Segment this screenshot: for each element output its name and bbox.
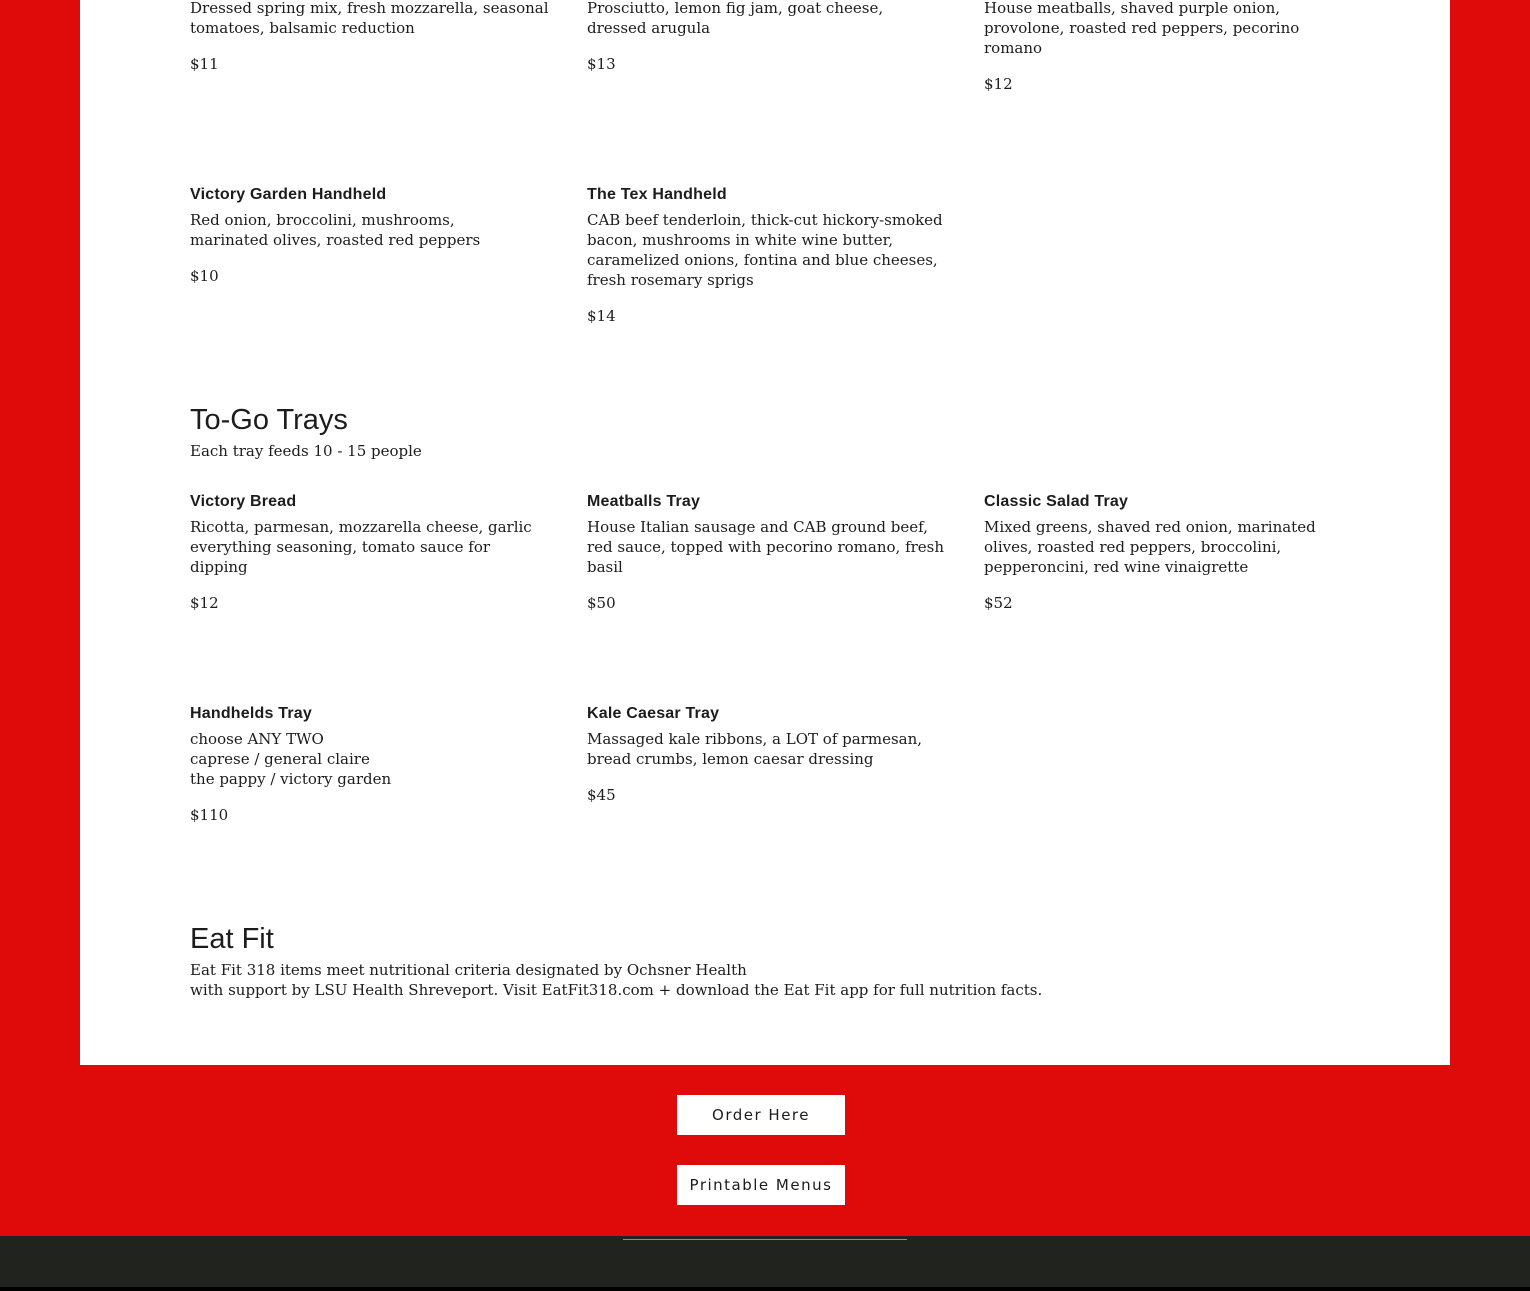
menu-item-price: $110 [190, 806, 229, 824]
menu-item [984, 492, 1344, 613]
menu-item-description: Red onion, broccolini, mushrooms, marinated olives, roasted red peppers [190, 211, 481, 249]
printable-menus-button[interactable]: Printable Menus [677, 1165, 845, 1205]
menu-item-description: choose ANY TWO caprese / general claire the pappy / victory garden [190, 730, 392, 788]
menu-item-description: Ricotta, parmesan, mozzarella cheese, garlic everything seasoning, tomato sauce for dipping [190, 518, 532, 576]
menu-item [587, 185, 947, 326]
menu-item [190, 704, 550, 825]
menu-item [587, 0, 947, 74]
menu-item-name: Victory Garden Handheld [190, 186, 387, 203]
menu-item [587, 704, 947, 805]
menu-item-price: $52 [984, 594, 1013, 612]
section-title-trays: To-Go Trays [190, 404, 348, 436]
footer [0, 1236, 1530, 1287]
menu-item-description: Prosciutto, lemon fig jam, goat cheese, dressed arugula [587, 0, 884, 37]
menu-item-description: House Italian sausage and CAB ground beef, red sauce, topped with pecorino romano, fresh basil [587, 518, 945, 576]
menu-item-price: $13 [587, 55, 616, 73]
menu-item-name: Classic Salad Tray [984, 493, 1129, 510]
footer-divider [623, 1239, 907, 1240]
section-note-trays: Each tray feeds 10 - 15 people [190, 442, 422, 460]
menu-item-price: $14 [587, 307, 616, 325]
menu-item-description: Mixed greens, shaved red onion, marinated olives, roasted red peppers, broccolini, pepperoncini, red wine vinaigrette [984, 518, 1316, 576]
menu-item-price: $12 [190, 594, 219, 612]
menu-item-price: $10 [190, 267, 219, 285]
menu-item-description: Dressed spring mix, fresh mozzarella, seasonal tomatoes, balsamic reduction [190, 0, 549, 37]
menu-item-name: Meatballs Tray [587, 493, 701, 510]
menu-item [587, 492, 947, 613]
menu-item-description: Massaged kale ribbons, a LOT of parmesan, bread crumbs, lemon caesar dressing [587, 730, 923, 768]
menu-item [190, 492, 550, 613]
section-note-eat-fit: Eat Fit 318 items meet nutritional criteria designated by Ochsner Health with support by LSU Health Shreveport. Visit EatFit318.com + download the Eat Fit app for full nutrition facts. [190, 961, 1043, 999]
menu-item-description: CAB beef tenderloin, thick-cut hickory-smoked bacon, mushrooms in white wine butter, caramelized onions, fontina and blue cheeses, fresh rosemary sprigs [587, 211, 943, 289]
menu-item-price: $11 [190, 55, 219, 73]
menu-item-name: Kale Caesar Tray [587, 705, 720, 722]
menu-item [190, 185, 550, 286]
menu-item-price: $45 [587, 786, 616, 804]
menu-item-name: Handhelds Tray [190, 705, 312, 722]
menu-item [190, 0, 550, 74]
order-here-button[interactable]: Order Here [677, 1095, 845, 1135]
menu-item-description: House meatballs, shaved purple onion, provolone, roasted red peppers, pecorino romano [984, 0, 1300, 57]
bottom-strip [0, 1287, 1530, 1291]
menu-item-name: Victory Bread [190, 493, 297, 510]
menu-panel [80, 0, 1450, 1065]
menu-item-price: $50 [587, 594, 616, 612]
section-title-eat-fit: Eat Fit [190, 923, 274, 955]
menu-item-name: The Tex Handheld [587, 186, 727, 203]
menu-item-price: $12 [984, 75, 1013, 93]
menu-item [984, 0, 1344, 94]
